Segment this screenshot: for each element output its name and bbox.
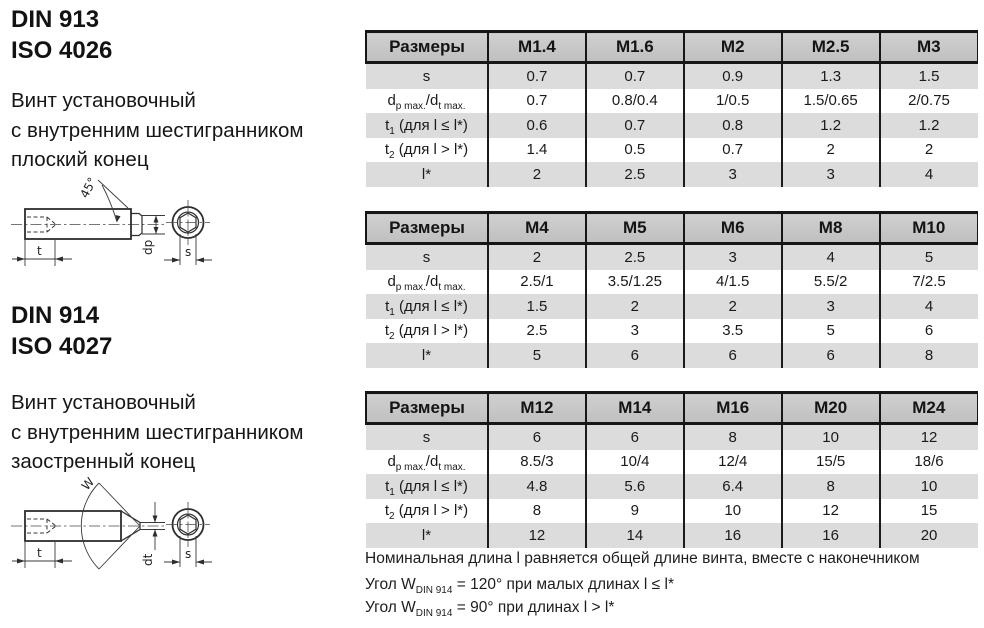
socket-depth-label: t (37, 546, 42, 560)
table-row (366, 89, 978, 114)
value-cell: 0.7 (684, 138, 782, 163)
row-label-cell: $t_1$ (для l ≤ l*) (366, 113, 488, 138)
row-label-cell: l* (366, 162, 488, 187)
value-cell: 2.5 (586, 162, 684, 187)
screw-description-flat-point (11, 86, 304, 175)
value-cell: 18/6 (880, 450, 978, 475)
value-cell: 1.5 (880, 63, 978, 89)
size-column-header: M1.4 (488, 32, 586, 63)
hex-size-label: s (185, 547, 192, 561)
value-cell: 2.5 (488, 319, 586, 344)
value-cell: 10 (782, 424, 880, 450)
footnote-angle-120: Угол $W_{DIN 914} = 120^\circ$ при малых длинах l ≤ l* (365, 576, 674, 597)
value-cell: 3 (684, 244, 782, 270)
dimension-table-medium-sizes (365, 211, 978, 368)
value-cell: 0.8 (684, 113, 782, 138)
description-line: Винт установочный (11, 391, 196, 414)
row-label-cell: $t_2$ (для l > l*) (384, 141, 469, 162)
value-cell: 2 (488, 244, 586, 270)
value-cell: 5 (488, 343, 586, 368)
value-cell: 0.7 (586, 113, 684, 138)
row-label-cell: s (366, 244, 488, 270)
value-cell: 5 (782, 319, 880, 344)
din914-cone-point-drawing-icon (3, 474, 238, 579)
cone-angle-label: W (78, 474, 98, 494)
value-cell: 8 (684, 424, 782, 450)
value-cell: 8 (880, 343, 978, 368)
value-cell: 8 (782, 474, 880, 499)
socket-depth-label: t (37, 244, 42, 258)
value-cell: 2.5 (586, 244, 684, 270)
value-cell: 16 (684, 523, 782, 548)
table-corner-header: Размеры (366, 393, 488, 424)
value-cell: 2 (782, 138, 880, 163)
footnote-angle-90: Угол $W_{DIN 914} = 90^\circ$ при длинах l > l* (365, 599, 615, 620)
screw-description-cone-point (11, 388, 304, 477)
table-corner-header: Размеры (366, 32, 488, 63)
table-row (366, 499, 978, 524)
dimension-table (365, 391, 978, 548)
value-cell: 2 (488, 162, 586, 187)
side-view (11, 475, 167, 569)
value-cell: 0.8/0.4 (586, 89, 684, 114)
value-cell: 12 (880, 424, 978, 450)
point-diameter-label: dt (141, 553, 155, 566)
value-cell: 2/0.75 (880, 89, 978, 114)
dimension-table-large-sizes (365, 391, 978, 548)
value-cell: 8 (488, 499, 586, 524)
table-row (366, 343, 978, 368)
row-label-cell: $t_2$ (для l > l*) (384, 322, 469, 343)
value-cell: 2.5/1 (488, 270, 586, 295)
description-line: заостренный конец (11, 450, 196, 473)
value-cell: 5.6 (586, 474, 684, 499)
table-corner-header: Размеры (366, 213, 488, 244)
value-cell: 4/1.5 (684, 270, 782, 295)
end-view (164, 502, 212, 567)
description-line: Винт установочный (11, 89, 196, 112)
row-label-cell: $d_{p max.}/d_{t max.}$ (387, 453, 466, 474)
value-cell: 4 (782, 244, 880, 270)
standard-heading-din913 (11, 4, 112, 66)
value-cell: 3.5/1.25 (586, 270, 684, 295)
dimension-table-small-sizes (365, 30, 978, 187)
value-cell: 8.5/3 (488, 450, 586, 475)
table-row (366, 63, 978, 89)
value-cell: 15 (880, 499, 978, 524)
table-row (366, 270, 978, 295)
table-row (366, 319, 978, 344)
value-cell: 16 (782, 523, 880, 548)
size-column-header: M14 (586, 393, 684, 424)
hex-size-label: s (185, 245, 192, 259)
dimension-table (365, 30, 978, 187)
size-column-header: M24 (880, 393, 978, 424)
row-label-cell: l* (366, 343, 488, 368)
value-cell: 6 (880, 319, 978, 344)
standard-line: DIN 913 (11, 6, 100, 33)
table-row (366, 450, 978, 475)
value-cell: 3 (586, 319, 684, 344)
description-line: с внутренним шестигранником (11, 420, 304, 444)
table-row (366, 113, 978, 138)
value-cell: 12/4 (684, 450, 782, 475)
value-cell: 0.7 (488, 63, 586, 89)
table-header-row (366, 213, 978, 244)
value-cell: 12 (782, 499, 880, 524)
table-row (366, 294, 978, 319)
size-column-header: M10 (880, 213, 978, 244)
value-cell: 6 (684, 343, 782, 368)
value-cell: 0.7 (586, 63, 684, 89)
value-cell: 15/5 (782, 450, 880, 475)
description-line: плоский конец (11, 148, 149, 171)
value-cell: 4.8 (488, 474, 586, 499)
value-cell: 12 (488, 523, 586, 548)
size-column-header: M8 (782, 213, 880, 244)
value-cell: 2 (880, 138, 978, 163)
value-cell: 6 (586, 424, 684, 450)
footnote-nominal-length: Номинальная длина l равняется общей длине винта, вместе с наконечником (365, 550, 920, 567)
value-cell: 10 (684, 499, 782, 524)
value-cell: 6.4 (684, 474, 782, 499)
standard-line: ISO 4027 (11, 333, 113, 360)
row-label-cell: $t_1$ (для l ≤ l*) (366, 294, 488, 319)
description-line: с внутренним шестигранником (11, 118, 304, 142)
standard-line: DIN 914 (11, 302, 100, 329)
table-header-row (366, 32, 978, 63)
standard-heading-din914 (11, 300, 112, 362)
value-cell: 2 (586, 294, 684, 319)
size-column-header: M3 (880, 32, 978, 63)
value-cell: 2 (684, 294, 782, 319)
value-cell: 1.2 (880, 113, 978, 138)
size-column-header: M16 (684, 393, 782, 424)
size-column-header: M2.5 (782, 32, 880, 63)
size-column-header: M1.6 (586, 32, 684, 63)
value-cell: 14 (586, 523, 684, 548)
row-label-cell: $t_1$ (для l ≤ l*) (366, 474, 488, 499)
point-diameter-label: dp (141, 239, 155, 255)
dimension-table (365, 211, 978, 368)
table-row (366, 474, 978, 499)
value-cell: 3 (684, 162, 782, 187)
value-cell: 6 (782, 343, 880, 368)
value-cell: 0.6 (488, 113, 586, 138)
value-cell: 3.5 (684, 319, 782, 344)
table-row (366, 424, 978, 450)
value-cell: 7/2.5 (880, 270, 978, 295)
chamfer-angle-label: 45° (77, 175, 100, 201)
size-column-header: M5 (586, 213, 684, 244)
value-cell: 3 (782, 294, 880, 319)
value-cell: 20 (880, 523, 978, 548)
side-view (11, 175, 167, 266)
value-cell: 0.7 (488, 89, 586, 114)
value-cell: 9 (586, 499, 684, 524)
value-cell: 4 (880, 294, 978, 319)
row-label-cell: s (366, 424, 488, 450)
table-header-row (366, 393, 978, 424)
size-column-header: M6 (684, 213, 782, 244)
end-view (164, 200, 212, 265)
din913-flat-point-drawing-icon (3, 172, 238, 277)
value-cell: 4 (880, 162, 978, 187)
value-cell: 1.5 (488, 294, 586, 319)
value-cell: 3 (782, 162, 880, 187)
size-column-header: M4 (488, 213, 586, 244)
size-column-header: M2 (684, 32, 782, 63)
value-cell: 0.5 (586, 138, 684, 163)
size-column-header: M12 (488, 393, 586, 424)
value-cell: 10/4 (586, 450, 684, 475)
table-row (366, 162, 978, 187)
table-row (366, 138, 978, 163)
value-cell: 5 (880, 244, 978, 270)
standard-line: ISO 4026 (11, 37, 113, 64)
value-cell: 1.4 (488, 138, 586, 163)
row-label-cell: l* (366, 523, 488, 548)
row-label-cell: $d_{p max.}/d_{t max.}$ (387, 92, 466, 113)
value-cell: 1.3 (782, 63, 880, 89)
table-row (366, 523, 978, 548)
value-cell: 1/0.5 (684, 89, 782, 114)
value-cell: 6 (488, 424, 586, 450)
value-cell: 5.5/2 (782, 270, 880, 295)
row-label-cell: $t_2$ (для l > l*) (384, 502, 469, 523)
row-label-cell: s (366, 63, 488, 89)
value-cell: 1.2 (782, 113, 880, 138)
value-cell: 10 (880, 474, 978, 499)
size-column-header: M20 (782, 393, 880, 424)
value-cell: 0.9 (684, 63, 782, 89)
table-row (366, 244, 978, 270)
value-cell: 1.5/0.65 (782, 89, 880, 114)
row-label-cell: $d_{p max.}/d_{t max.}$ (387, 273, 466, 294)
value-cell: 6 (586, 343, 684, 368)
